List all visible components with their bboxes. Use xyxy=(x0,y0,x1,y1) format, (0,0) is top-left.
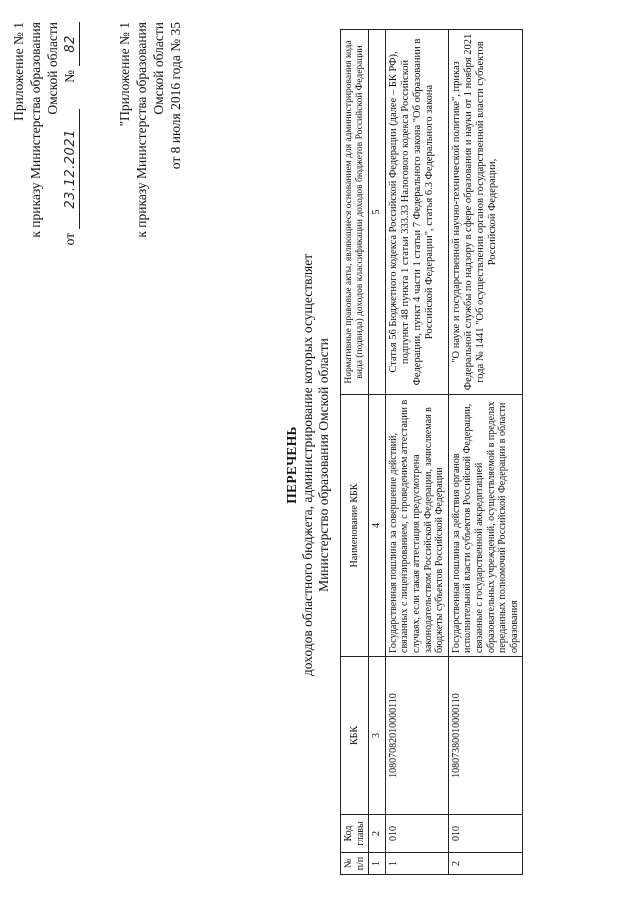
column-number: 1 xyxy=(369,853,386,875)
row-kbk: 10807380010000110 xyxy=(448,657,523,815)
row-num: 2 xyxy=(448,853,523,875)
heading-line: доходов областного бюджета, администрирование которых осуществляет xyxy=(300,253,315,677)
order-date-field xyxy=(61,109,80,229)
annex-title: Приложение № 1 xyxy=(11,22,26,121)
table-row xyxy=(385,30,448,875)
header-num: № п/п xyxy=(341,853,369,875)
header-laws: Нормативные правовые акты, являющиеся основанием для администрирования кода вида (подвида) доходов классификации доходов бюджетов Российской Федерации xyxy=(341,30,369,395)
annex-order-line: к приказу Министерства образования xyxy=(28,22,43,238)
header-kbk: КБК xyxy=(341,657,369,815)
column-number-row xyxy=(369,30,386,875)
annex-block-new xyxy=(10,22,80,245)
header-code: Код главы xyxy=(341,815,369,853)
annex-region-line: Омской области xyxy=(45,22,60,115)
column-number: 5 xyxy=(369,30,386,395)
document-heading xyxy=(284,105,332,825)
row-name: Государственная пошлина за действия органов исполнительной власти субъектов Российской Федерации, связанные с государственной аккредитацией образовательных учреждений, осуществляемой в пределах переданных полномочий Российской Федерации в области образования xyxy=(448,395,523,657)
annex-block-old xyxy=(116,22,184,238)
annex-region-line: Омской области xyxy=(151,22,166,115)
row-laws: "О науке и государственной научно-технической политике", приказ Федеральной службы по надзору в сфере образования и науки от 1 ноября 2021 года № 1441 "Об осуществлении органов государственной власти субъектов Российской Федерации, xyxy=(448,30,523,395)
header-name: Наименование КБК xyxy=(341,395,369,657)
revenue-table xyxy=(340,29,523,875)
annex-order-line: к приказу Министерства образования xyxy=(134,22,149,238)
order-number-field xyxy=(61,22,80,66)
order-date-number-line xyxy=(61,22,80,245)
date-prefix: от xyxy=(62,232,77,246)
row-num: 1 xyxy=(385,853,448,875)
column-number: 2 xyxy=(369,815,386,853)
handwritten-number: 82 xyxy=(63,35,78,53)
column-number: 3 xyxy=(369,657,386,815)
column-number: 4 xyxy=(369,395,386,657)
table-row xyxy=(448,30,523,875)
number-prefix: № xyxy=(62,70,77,83)
table-header-row xyxy=(341,30,369,875)
annex-date-line: от 8 июля 2016 года № 35 xyxy=(168,22,183,170)
row-code: 010 xyxy=(385,815,448,853)
heading-title: ПЕРЕЧЕНЬ xyxy=(284,426,299,504)
handwritten-date: 23.12.2021 xyxy=(63,129,78,209)
row-laws: Статья 56 Бюджетного кодекса Российской Федерации (далее – БК РФ), подпункт 48 пункта 1 статьи 333.33 Налогового кодекса Российской Федерации, пункт 4 части 1 статьи 7 Федерального закона "Об образовании в Российской Федерации", статья 6.3 Федерального закона xyxy=(385,30,448,395)
annex-title: "Приложение № 1 xyxy=(117,22,132,127)
heading-line: Министерство образования Омской области xyxy=(316,338,331,592)
row-code: 010 xyxy=(448,815,523,853)
row-kbk: 10807082010000110 xyxy=(385,657,448,815)
row-name: Государственная пошлина за совершение действий, связанных с лицензированием, с проведением аттестации в случаях, если такая аттестация предусмотрена законодательством Российской Федерации, зачисляемая в бюджеты субъектов Российской Федерации xyxy=(385,395,448,657)
